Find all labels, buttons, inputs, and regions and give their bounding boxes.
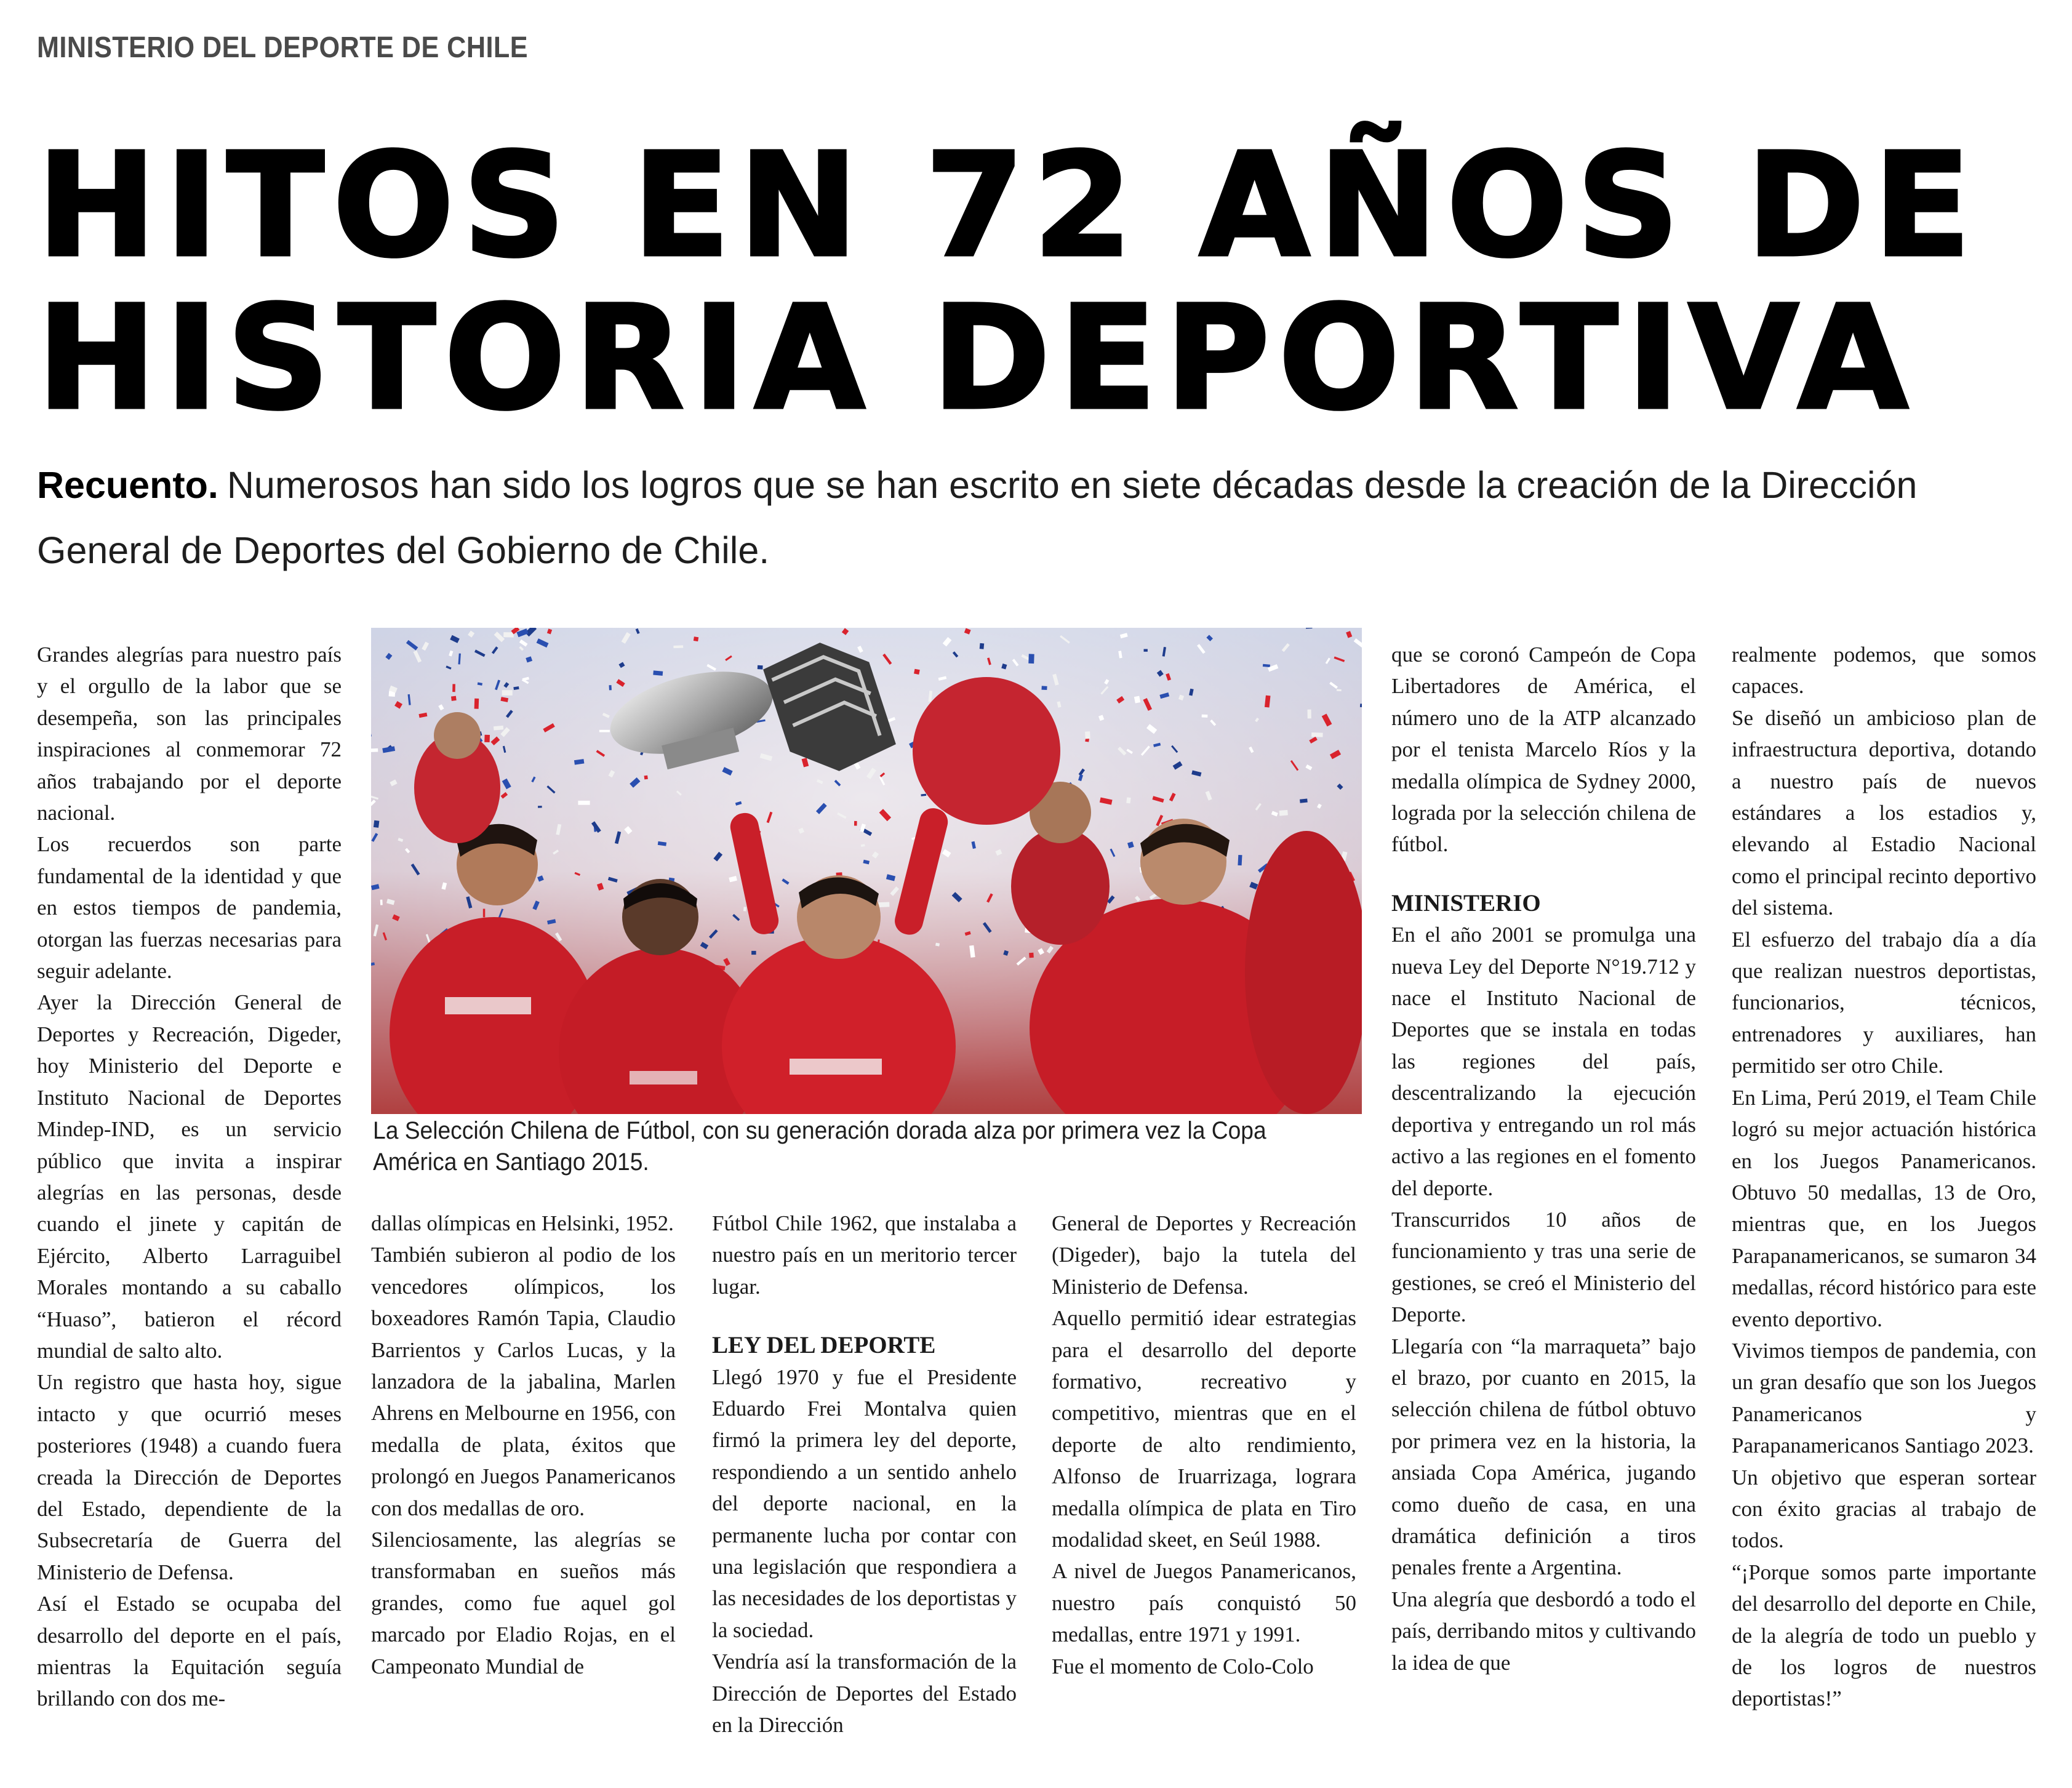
paragraph: Aquello permitió idear estrategias para el desarrollo del deporte formativo, recreativo y competitivo, mientras que en el deporte de alto rendimiento, Alfonso de Iruarrizaga, lograra medalla olímpica de plata en Tiro modalidad skeet, en Seúl 1988. [1052,1306,1356,1552]
deck-text: Numerosos han sido los logros que se han escrito en siete décadas desde la creación de la Dirección General de Deportes del Gobierno de Chile. [37,464,1918,571]
paragraph: Vendría así la transformación de la Dirección de Deportes del Estado en la Dirección [712,1650,1017,1738]
paragraph: Así el Estado se ocupaba del desarrollo del deporte en el país, mientras la Equitación seguía brillando con dos me- [37,1592,342,1711]
paragraph: Vivimos tiempos de pandemia, con un gran desafío que son los Juegos Panamericanos y Parapanamericanos Santiago 2023. [1732,1338,2036,1458]
paragraph: Silenciosamente, las alegrías se transformaban en sueños más grandes, como fue aquel gol marcado por Eladio Rojas, en el Campeonato Mundial de [371,1528,676,1678]
column-5 [1391,639,1696,1678]
paragraph: Ayer la Dirección General de Deportes y Recreación, Digeder, hoy Ministerio del Deporte e Instituto Nacional de Deportes Mindep-IND, es un servicio público que invita a inspirar alegrías en las personas, desde cuando el jinete y capitán de Ejército, Alberto Larraguibel Morales montando a su caballo “Huaso”, batieron el récord mundial de salto alto. [37,990,342,1363]
column-4 [1052,1208,1356,1682]
column-2 [371,1208,676,1682]
deck [37,452,1994,583]
paragraph: A nivel de Juegos Panamericanos, nuestro país conquistó 50 medallas, entre 1971 y 1991. [1052,1559,1356,1647]
paragraph: realmente podemos, que somos capaces. [1732,643,2036,699]
news-photo [371,628,1362,1114]
paragraph: Fútbol Chile 1962, que instalaba a nuestro país en un meritorio tercer lugar. [712,1211,1017,1299]
headline [37,122,1980,441]
paragraph: Transcurridos 10 años de funcionamiento y tras una serie de gestiones, se creó el Ministerio del Deporte. [1391,1207,1696,1327]
subheading-ley-del-deporte: LEY DEL DEPORTE [712,1332,936,1359]
paragraph: Llegaría con “la marraqueta” bajo el brazo, por cuanto en 2015, la selección chilena de fútbol obtuvo por primera vez en la historia, la ansiada Copa América, jugando como dueño de casa, en una dramática definición a tiros penales frente a Argentina. [1391,1334,1696,1580]
deck-lead: Recuento. [37,464,218,506]
paragraph: General de Deportes y Recreación (Digeder), bajo la tutela del Ministerio de Defensa. [1052,1211,1356,1299]
column-6 [1732,639,2036,1715]
paragraph: Se diseñó un ambicioso plan de infraestructura deportiva, dotando a nuestro país de nuevos estándares a los estadios y, elevando al Estadio Nacional como el principal recinto deportivo del sistema. [1732,705,2036,920]
paragraph: Llegó 1970 y fue el Presidente Eduardo Frei Montalva quien firmó la primera ley del deporte, respondiendo a un sentido anhelo del deporte nacional, en la permanente lucha por contar con una legislación que respondiera a las necesidades de los deportistas y la sociedad. [712,1365,1017,1642]
paragraph: En el año 2001 se promulga una nueva Ley del Deporte N°19.712 y nace el Instituto Nacional de Deportes que se instala en todas las regiones del país, descentralizando la ejecución deportiva y entregando un rol más activo a las regiones en el fomento del deporte. [1391,923,1696,1200]
paragraph: Un objetivo que esperan sortear con éxito gracias al trabajo de todos. [1732,1465,2036,1553]
headline-line-2: HISTORIA DEPORTIVA [37,275,1917,441]
paragraph: Los recuerdos son parte fundamental de la identidad y que en estos tiempos de pandemia, otorgan las fuerzas necesarias para seguir adelante. [37,832,342,984]
column-1 [37,639,342,1715]
subheading-ministerio: MINISTERIO [1391,889,1541,916]
section-kicker: MINISTERIO DEL DEPORTE DE CHILE [37,31,529,64]
paragraph: Un registro que hasta hoy, sigue intacto y que ocurrió meses posteriores (1948) a cuando fuera creada la Dirección de Deportes del Estado, dependiente de la Subsecretaría de Guerra del Ministerio de Defensa. [37,1370,342,1584]
paragraph: El esfuerzo del trabajo día a día que realizan nuestros deportistas, funcionarios, técnicos, entrenadores y auxiliares, han permitido ser otro Chile. [1732,927,2036,1078]
paragraph: Grandes alegrías para nuestro país y el orgullo de la labor que se desempeña, son las principales inspiraciones al conmemorar 72 años trabajando por el deporte nacional. [37,643,342,825]
paragraph: dallas olímpicas en Helsinki, 1952. [371,1211,674,1235]
paragraph: Fue el momento de Colo-Colo [1052,1654,1314,1678]
paragraph: También subieron al podio de los vencedores olímpicos, los boxeadores Ramón Tapia, Claudio Barrientos y Carlos Lucas, y la lanzadora de la jabalina, Marlen Ahrens en Melbourne en 1956, con medalla de plata, éxitos que prolongó en Juegos Panamericanos con dos medallas de oro. [371,1243,676,1520]
paragraph: En Lima, Perú 2019, el Team Chile logró su mejor actuación histórica en los Juegos Panamericanos. Obtuvo 50 medallas, 13 de Oro, mientras que, en los Juegos Parapanamericanos, se sumaron 34 medallas, récord histórico para este evento deportivo. [1732,1085,2036,1331]
column-3 [712,1208,1017,1741]
paragraph: que se coronó Campeón de Copa Libertadores de América, el número uno de la ATP alcanzado por el tenista Marcelo Ríos y la medalla olímpica de Sydney 2000, lograda por la selección chilena de fútbol. [1391,643,1696,857]
paragraph: “¡Porque somos parte importante del desarrollo del deporte en Chile, de la alegría de todo un pueblo y de los logros de nuestros deportistas!” [1732,1560,2036,1711]
headline-line-1: HITOS EN 72 AÑOS DE [37,122,1980,289]
photo-caption: La Selección Chilena de Fútbol, con su generación dorada alza por primera vez la Copa América en Santiago 2015. [373,1117,1266,1176]
paragraph: Una alegría que desbordó a todo el país, derribando mitos y cultivando la idea de que [1391,1587,1696,1675]
team-celebration-photo [371,628,1362,1114]
